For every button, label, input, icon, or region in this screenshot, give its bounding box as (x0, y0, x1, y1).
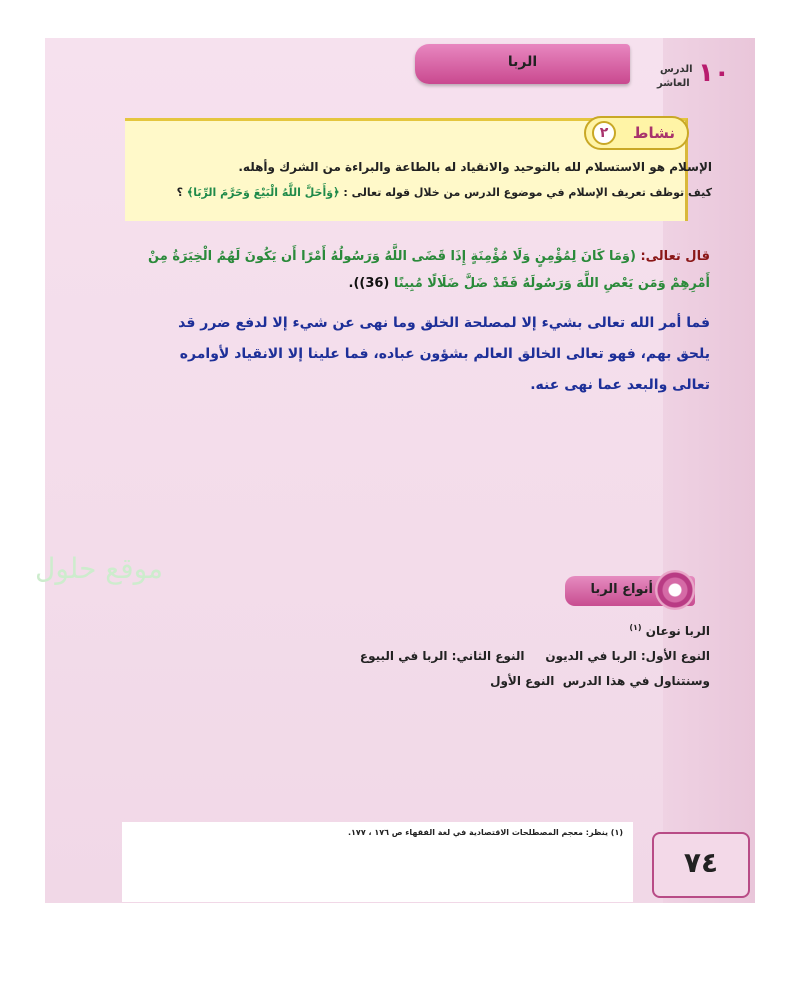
types-list: النوع الأول: الربا في الديون النوع الثاني: الربا في البيوع (359, 649, 710, 663)
section-heading-box (565, 576, 695, 606)
activity-question: كيف توظف تعريف الإسلام في موضوع الدرس من خلال قوله تعالى : (343, 186, 712, 199)
activity-line-1: الإسلام هو الاستسلام لله بالتوحيد والانقياد له بالطاعة والبراءة من الشرك وأهله. (238, 160, 712, 174)
types-intro-text: الربا نوعان (645, 624, 710, 638)
riba-types (150, 615, 710, 694)
explanation-paragraph: فما أمر الله تعالى بشيء إلا لمصلحة الخلق وما نهى عن شيء إلا لدفع ضرر قد يلحق بهم، فهو تعالى الخالق العالم بشؤون عباده، فما علينا إلا الانقياد لأوامره تعالى والبعد عما نهى عنه. (178, 315, 710, 393)
page-number-box (652, 832, 750, 898)
lesson-ordinal: العاشر (657, 78, 690, 89)
lesson-word: الدرس (660, 64, 693, 75)
types-intro (150, 615, 710, 644)
activity-verse: ﴿وَأَحَلَّ اللَّهُ الْبَيْعَ وَحَرَّمَ الرِّبَا﴾ (186, 186, 340, 199)
lesson-title-tab (415, 44, 630, 84)
activity-question-mark: ؟ (176, 186, 183, 199)
footnote: (١) ينظر: معجم المصطلحات الاقتصادية في لغة الفقهاء ص ١٧٦ ، ١٧٧. (348, 828, 623, 837)
section-heading: أنواع الربا (590, 582, 653, 597)
page-number: ٧٤ (683, 846, 719, 879)
verse-text: (وَمَا كَانَ لِمُؤْمِنٍ وَلَا مُؤْمِنَةٍ إِذَا قَضَى اللَّهُ وَرَسُولُهُ أَمْرًا أَن يَكُونَ لَهُمُ الْخِيَرَةُ مِنْ أَمْرِهِمْ وَمَن يَعْصِ اللَّهَ وَرَسُولَهُ فَقَدْ ضَلَّ ضَلَالًا مُبِينًا (148, 249, 710, 291)
activity-line-2 (132, 186, 712, 199)
flower-icon (655, 570, 695, 610)
footnote-ref: (١) (629, 623, 642, 632)
footnote-box (122, 822, 633, 902)
activity-badge (584, 116, 689, 150)
quran-verse (140, 243, 710, 297)
lesson-number: ١٠ (698, 58, 730, 88)
types-scope: وسنتناول في هذا الدرس النوع الأول (490, 674, 710, 688)
verse-intro: قال تعالى: (640, 249, 710, 264)
lesson-title: الربا (507, 54, 538, 70)
site-watermark: موقع حلول (35, 552, 164, 585)
activity-label: نشاط (632, 124, 675, 142)
verse-number: (36)). (348, 276, 390, 291)
activity-number: ٢ (592, 121, 616, 145)
